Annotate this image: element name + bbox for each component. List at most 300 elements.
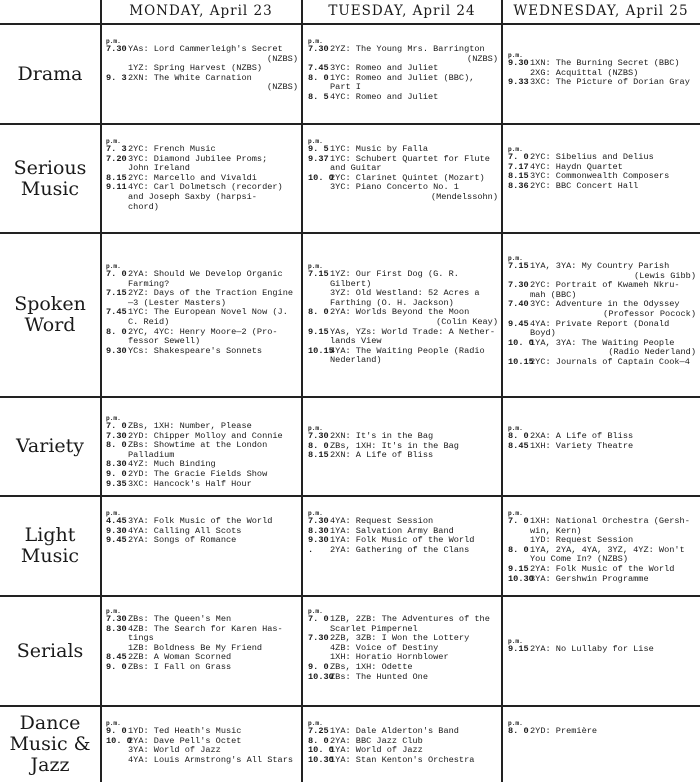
program-entry — [308, 756, 498, 766]
program-cell — [308, 263, 498, 395]
program-line: 3YC: Adventure in the Odyssey — [530, 299, 680, 310]
category-label: Serious Music — [13, 156, 87, 200]
program-time: 7.20 — [106, 153, 127, 164]
program-entry — [106, 663, 298, 673]
program-entry — [508, 300, 696, 319]
program-time: 7.15 — [508, 261, 529, 271]
row-rule — [0, 495, 700, 497]
program-line: 2YA: BBC Jazz Club — [330, 735, 423, 746]
program-line: 3YA: World of Jazz — [128, 745, 221, 756]
program-entry — [308, 270, 498, 308]
program-line: 1YD: Ted Heath's Music — [128, 726, 242, 736]
program-line: 2YZ: The Young Mrs. Barrington — [330, 44, 485, 54]
program-line: 2YC: Portrait of Kwameh Nkru- — [530, 280, 680, 291]
program-cell — [106, 415, 298, 494]
program-time: 8. 0 — [308, 735, 329, 746]
program-text — [128, 347, 298, 357]
pm-label: p.m. — [308, 425, 323, 432]
program-text — [128, 308, 298, 327]
program-time: 8. 0 — [106, 440, 127, 451]
program-line: chord) — [128, 201, 159, 212]
day-header: TUESDAY, April 24 — [328, 3, 476, 19]
program-text — [128, 45, 298, 64]
pm-label: p.m. — [308, 38, 323, 45]
program-line: ZBs: Showtime at the London — [128, 440, 268, 451]
program-time: 7.15 — [106, 288, 127, 299]
program-time: 8.30 — [106, 459, 127, 470]
program-cell — [308, 38, 498, 122]
program-entry — [106, 441, 298, 460]
row-rule — [0, 232, 700, 234]
program-line: YCs: Shakespeare's Sonnets — [128, 345, 263, 356]
program-text — [128, 625, 298, 654]
program-entry — [508, 59, 696, 78]
program-cell — [308, 138, 498, 231]
program-line: 1YZ: Spring Harvest (NZBS) — [128, 63, 263, 74]
program-entry — [308, 673, 498, 683]
program-line: 2XN: The White Carnation — [128, 72, 252, 83]
day-header: MONDAY, April 23 — [129, 3, 273, 19]
program-cell — [508, 638, 696, 704]
program-line: 2YD: Chipper Molloy and Connie — [128, 430, 283, 441]
program-line: 4YA: Private Report (Donald — [530, 318, 670, 329]
program-line: 1ZB, 2ZB: The Adventures of the — [330, 614, 490, 624]
program-entry — [508, 442, 696, 452]
pm-label: p.m. — [106, 415, 121, 422]
column-rule — [301, 0, 303, 782]
program-line: John Ireland — [128, 163, 190, 174]
program-entry — [106, 480, 298, 490]
program-line: 4YC: Haydn Quartet — [530, 161, 623, 172]
program-time: 7.25 — [308, 726, 329, 736]
program-time: 7. 0 — [508, 152, 529, 162]
program-text — [530, 78, 696, 88]
program-line: 1YC: Romeo and Juliet (BBC), — [330, 72, 475, 83]
program-entry — [106, 347, 298, 357]
row-rule — [0, 123, 700, 125]
program-line: ZBs: The Queen's Men — [128, 614, 232, 624]
program-entry — [508, 727, 696, 737]
program-time: 7. 0 — [508, 516, 529, 526]
program-entry — [106, 74, 298, 93]
program-text — [128, 74, 298, 93]
program-line: 2ZB: A Woman Scorned — [128, 652, 232, 663]
program-line: Nederland) — [330, 355, 382, 366]
program-text — [330, 451, 498, 461]
program-text — [330, 546, 498, 556]
pm-label: p.m. — [508, 146, 523, 153]
program-line: 4YA: Louis Armstrong's All Stars — [128, 754, 294, 765]
program-time: 9. 0 — [106, 661, 127, 672]
program-time: 10.15 — [508, 356, 534, 367]
row-rule — [0, 23, 700, 25]
program-text — [530, 300, 696, 319]
program-line: 2ZB, 3ZB: I Won the Lottery — [330, 633, 470, 644]
program-time: 8.15 — [508, 171, 529, 182]
category-label: Spoken Word — [14, 293, 86, 336]
program-line: Boyd) — [530, 328, 556, 339]
pm-label: p.m. — [308, 263, 323, 270]
program-time: 9.33 — [508, 77, 529, 88]
program-text — [330, 615, 498, 634]
program-entry — [308, 74, 498, 93]
program-text — [128, 480, 298, 490]
program-entry — [106, 289, 298, 308]
program-line: (NZBS) — [267, 82, 298, 93]
program-entry — [508, 78, 696, 88]
program-text — [530, 59, 696, 78]
program-line: Palladium — [128, 449, 175, 460]
program-cell — [308, 608, 498, 704]
program-time: 7.30 — [308, 516, 329, 526]
program-time: 7.30 — [106, 44, 127, 54]
program-line: 3XC: The Picture of Dorian Gray — [530, 77, 690, 88]
program-entry — [508, 339, 696, 358]
program-time: 9.30 — [106, 525, 127, 536]
program-cell — [106, 138, 298, 231]
program-time: 7.30 — [508, 280, 529, 291]
pm-label: p.m. — [106, 138, 121, 145]
pm-label: p.m. — [508, 720, 523, 727]
program-text — [330, 174, 498, 203]
category-label: Drama — [17, 62, 83, 85]
program-line: 1XH: Horatio Hornblower — [330, 652, 449, 663]
program-text — [330, 74, 498, 93]
program-text — [128, 183, 298, 212]
program-time: 10.30 — [508, 573, 534, 584]
program-line: 2YZ: Days of the Traction Engine — [128, 288, 294, 299]
program-entry — [308, 328, 498, 347]
program-cell — [508, 425, 696, 494]
program-line: 1YC: The European Novel Now (J. — [128, 307, 288, 318]
column-rule — [100, 0, 102, 782]
program-line: 1YA: Stan Kenton's Orchestra — [330, 754, 475, 765]
pm-label: p.m. — [508, 425, 523, 432]
program-line: 2YA: Dave Pell's Octet — [128, 735, 242, 746]
pm-label: p.m. — [106, 263, 121, 270]
program-line: and Guitar — [330, 163, 382, 174]
program-text — [530, 727, 696, 737]
program-entry — [106, 625, 298, 654]
program-cell — [106, 608, 298, 704]
program-time: 7. 0 — [106, 421, 127, 431]
program-time: 7.40 — [508, 299, 529, 310]
program-line: 4YA: Request Session — [330, 516, 434, 526]
program-line: 2YA: Songs of Romance — [128, 535, 237, 546]
program-line: 2YC: Journals of Captain Cook—4 — [530, 356, 690, 367]
program-time: 9.15 — [508, 563, 529, 574]
row-rule — [0, 705, 700, 707]
program-line: 3YC: Diamond Jubilee Proms; — [128, 153, 268, 164]
program-line: You Come In? (NZBS) — [530, 554, 628, 565]
program-line: mah (BBC) — [530, 289, 577, 300]
program-time: 10. 0 — [308, 172, 334, 183]
program-line: 1YC: Music by Falla — [330, 144, 428, 154]
program-time: 8. 0 — [106, 326, 127, 337]
program-entry — [308, 634, 498, 663]
program-entry — [308, 451, 498, 461]
program-entry — [308, 347, 498, 366]
program-line: (NZBS) — [267, 53, 298, 64]
pm-label: p.m. — [508, 255, 523, 262]
pm-label: p.m. — [308, 510, 323, 517]
program-entry — [508, 281, 696, 300]
program-text — [330, 270, 498, 308]
program-time: 7. 0 — [106, 269, 127, 279]
program-line: 2YA: Should We Develop Organic — [128, 269, 283, 279]
program-line: ZBs: The Hunted One — [330, 671, 428, 682]
program-cell — [508, 720, 696, 780]
program-line: 2YA: Worlds Beyond the Moon — [330, 307, 470, 318]
program-entry — [508, 182, 696, 192]
program-entry — [308, 155, 498, 174]
program-entry — [308, 174, 498, 203]
program-text — [530, 546, 696, 565]
program-line: ZBs, 1XH: Number, Please — [128, 421, 252, 431]
program-time: 9.45 — [106, 535, 127, 546]
program-line: 3YC: Commonwealth Composers — [530, 171, 670, 182]
program-entry — [508, 358, 696, 368]
program-line: (Lewis Gibb) — [634, 270, 696, 281]
program-time: 9.30 — [308, 535, 329, 546]
program-time: 10.30 — [308, 754, 334, 765]
pm-label: p.m. — [106, 510, 121, 517]
program-time: 8.15 — [308, 450, 329, 461]
program-cell — [308, 720, 498, 780]
program-line: (Radio Nederland) — [608, 347, 696, 358]
program-time: 9.15 — [308, 326, 329, 337]
program-time: 7.30 — [106, 614, 127, 624]
program-line: 3YC: Romeo and Juliet — [330, 63, 439, 74]
program-time: 8. 0 — [508, 726, 529, 736]
pm-label: p.m. — [508, 510, 523, 517]
program-line: (NZBS) — [467, 53, 498, 64]
program-line: 4ZB: The Search for Karen Has- — [128, 623, 283, 634]
program-text — [530, 575, 696, 585]
pm-label: p.m. — [308, 720, 323, 727]
program-text — [330, 673, 498, 683]
program-line: Farthing (O. H. Jackson) — [330, 297, 454, 308]
program-line: Scarlet Pimpernel — [330, 623, 418, 634]
program-text — [330, 328, 498, 347]
program-line: 2YD: Première — [530, 726, 598, 736]
program-time: 9. 0 — [106, 468, 127, 479]
program-time: 9.35 — [106, 478, 127, 489]
program-line: 4ZB: Voice of Destiny — [330, 642, 439, 653]
program-time: 8. 0 — [508, 544, 529, 555]
pm-label: p.m. — [308, 138, 323, 145]
row-rule — [0, 396, 700, 398]
program-line: 2YC: Sibelius and Delius — [530, 152, 654, 162]
program-text — [128, 328, 298, 347]
program-entry — [106, 536, 298, 546]
program-line: 3YZ: Old Westland: 52 Acres a — [330, 288, 480, 299]
program-time: 8.36 — [508, 180, 529, 191]
program-line: 1XH: National Orchestra (Gersh- — [530, 516, 690, 526]
program-entry — [308, 308, 498, 327]
program-line: 2YC: Clarinet Quintet (Mozart) — [330, 172, 485, 183]
program-time: 9. 5 — [308, 144, 329, 154]
program-line: 1YA: Folk Music of the World — [330, 535, 475, 546]
program-line: and Joseph Saxby (harpsi- — [128, 191, 257, 202]
program-time: 7.45 — [308, 63, 329, 74]
program-line: 1ZB: Boldness Be My Friend — [128, 642, 263, 653]
program-text — [530, 358, 696, 368]
program-cell — [106, 510, 298, 594]
program-entry — [508, 517, 696, 546]
program-time: 8.30 — [308, 525, 329, 536]
program-time: 7.30 — [308, 633, 329, 644]
program-cell — [106, 720, 298, 780]
program-time: 7.45 — [106, 307, 127, 318]
program-line: 2YC: Marcello and Vivaldi — [128, 172, 257, 183]
program-entry — [308, 93, 498, 103]
program-line: (Professor Pocock) — [603, 308, 696, 319]
program-line: 3XC: Hancock's Half Hour — [128, 478, 252, 489]
program-line: 4YA: The Waiting People (Radio — [330, 345, 485, 356]
program-text — [330, 347, 498, 366]
program-line: 2YA: Folk Music of the World — [530, 563, 675, 574]
program-time: 8. 0 — [308, 307, 329, 318]
program-line: 2YA: Gathering of the Clans — [330, 544, 470, 555]
program-text — [330, 634, 498, 663]
program-cell — [508, 146, 696, 231]
program-text — [128, 441, 298, 460]
program-text — [530, 262, 696, 281]
day-header: WEDNESDAY, April 25 — [513, 3, 689, 19]
program-line: 2YC, 4YC: Henry Moore—2 (Pro- — [128, 326, 278, 337]
program-entry — [508, 262, 696, 281]
program-time: 8. 5 — [308, 91, 329, 102]
program-text — [530, 339, 696, 358]
program-entry — [308, 546, 498, 556]
pm-label: p.m. — [106, 720, 121, 727]
pm-label: p.m. — [508, 52, 523, 59]
program-line: 2YC: French Music — [128, 144, 216, 154]
program-line: 1YA, 2YA, 4YA, 3YZ, 4YZ: Won't — [530, 544, 685, 555]
program-time: 7. 0 — [308, 614, 329, 624]
program-time: 8. 0 — [508, 431, 529, 441]
program-time: 7.15 — [308, 269, 329, 279]
program-line: 4YC: Romeo and Juliet — [330, 91, 439, 102]
program-line: 1XN: The Burning Secret (BBC) — [530, 58, 680, 68]
program-text — [530, 645, 696, 655]
program-text — [128, 289, 298, 308]
program-time: 10.15 — [308, 345, 334, 356]
program-line: Part I — [330, 82, 361, 93]
category-label: Dance Music & Jazz — [9, 711, 91, 776]
program-line: 1YC: Schubert Quartet for Flute — [330, 153, 490, 164]
program-text — [128, 155, 298, 174]
program-line: C. Reid) — [128, 316, 170, 327]
program-time: 9.11 — [106, 182, 127, 193]
category-label: Variety — [15, 435, 85, 457]
program-text — [530, 281, 696, 300]
pm-label: p.m. — [308, 608, 323, 615]
program-text — [530, 182, 696, 192]
program-time: 9.45 — [508, 318, 529, 329]
program-line: 2YC: BBC Concert Hall — [530, 180, 639, 191]
row-rule — [0, 595, 700, 597]
program-line: 1YA: Dale Alderton's Band — [330, 726, 459, 736]
program-entry — [106, 308, 298, 327]
program-cell — [308, 425, 498, 494]
program-line: YAs: Lord Cammerleigh's Secret — [128, 44, 283, 54]
program-line: 4YA: Calling All Scots — [128, 525, 242, 536]
program-time: 8.45 — [106, 652, 127, 663]
program-line: 1XH: Variety Theatre — [530, 440, 634, 451]
program-line: 2YD: The Gracie Fields Show — [128, 468, 268, 479]
program-line: 3YA: Gershwin Programme — [530, 573, 649, 584]
program-entry — [508, 575, 696, 585]
program-entry — [106, 328, 298, 347]
program-cell — [308, 510, 498, 594]
program-line: 2XN: A Life of Bliss — [330, 450, 434, 461]
program-time: 9.30 — [508, 58, 529, 68]
program-text — [330, 756, 498, 766]
program-line: YAs, YZs: World Trade: A Nether- — [330, 326, 496, 337]
program-line: (Colin Keay) — [436, 316, 498, 327]
column-rule — [501, 0, 503, 782]
category-label: Light Music — [20, 524, 80, 567]
program-text — [330, 308, 498, 327]
program-line: 1YA: Salvation Army Band — [330, 525, 454, 536]
program-text — [330, 93, 498, 103]
program-line: (Mendelssohn) — [430, 191, 498, 202]
program-time: 7.17 — [508, 161, 529, 172]
program-entry — [106, 183, 298, 212]
program-time: 7.30 — [308, 44, 329, 54]
pm-label: p.m. — [508, 638, 523, 645]
program-time: 7. 3 — [106, 144, 127, 154]
program-line: Farming? — [128, 278, 170, 289]
program-time: 9.30 — [106, 345, 127, 356]
program-time: 8. 0 — [308, 440, 329, 451]
program-cell — [508, 510, 696, 594]
program-entry — [106, 45, 298, 64]
program-line: ZBs, 1XH: It's in the Bag — [330, 440, 459, 451]
program-time: 8.15 — [106, 172, 127, 183]
program-time: 9.37 — [308, 153, 329, 164]
program-time: 10. 0 — [106, 735, 132, 746]
program-text — [530, 320, 696, 339]
program-line: 2XN: It's in the Bag — [330, 431, 434, 441]
program-entry — [106, 737, 298, 766]
program-time: 9. 0 — [308, 661, 329, 672]
program-time: 8. 0 — [308, 72, 329, 83]
program-time: 8.45 — [508, 440, 529, 451]
pm-label: p.m. — [106, 38, 121, 45]
program-entry — [508, 546, 696, 565]
program-line: 1YA: World of Jazz — [330, 745, 423, 756]
program-line: tings — [128, 633, 154, 644]
program-line: 3YA: Folk Music of the World — [128, 516, 273, 526]
program-line: lands View — [330, 336, 382, 347]
program-text — [128, 737, 298, 766]
program-line: 1YD: Request Session — [530, 535, 634, 546]
program-time: 10. 0 — [508, 337, 534, 348]
program-line: —3 (Lester Masters) — [128, 297, 226, 308]
program-time: 9.15 — [508, 644, 529, 654]
program-time: . — [308, 544, 314, 555]
program-cell — [106, 38, 298, 122]
program-text — [530, 517, 696, 546]
program-line: 3YC: Piano Concerto No. 1 — [330, 182, 459, 193]
program-line: 4YC: Carl Dolmetsch (recorder) — [128, 182, 283, 193]
program-text — [330, 155, 498, 174]
program-line: win, Kern) — [530, 525, 582, 536]
program-line: 1YA, 3YA: The Waiting People — [530, 337, 675, 348]
